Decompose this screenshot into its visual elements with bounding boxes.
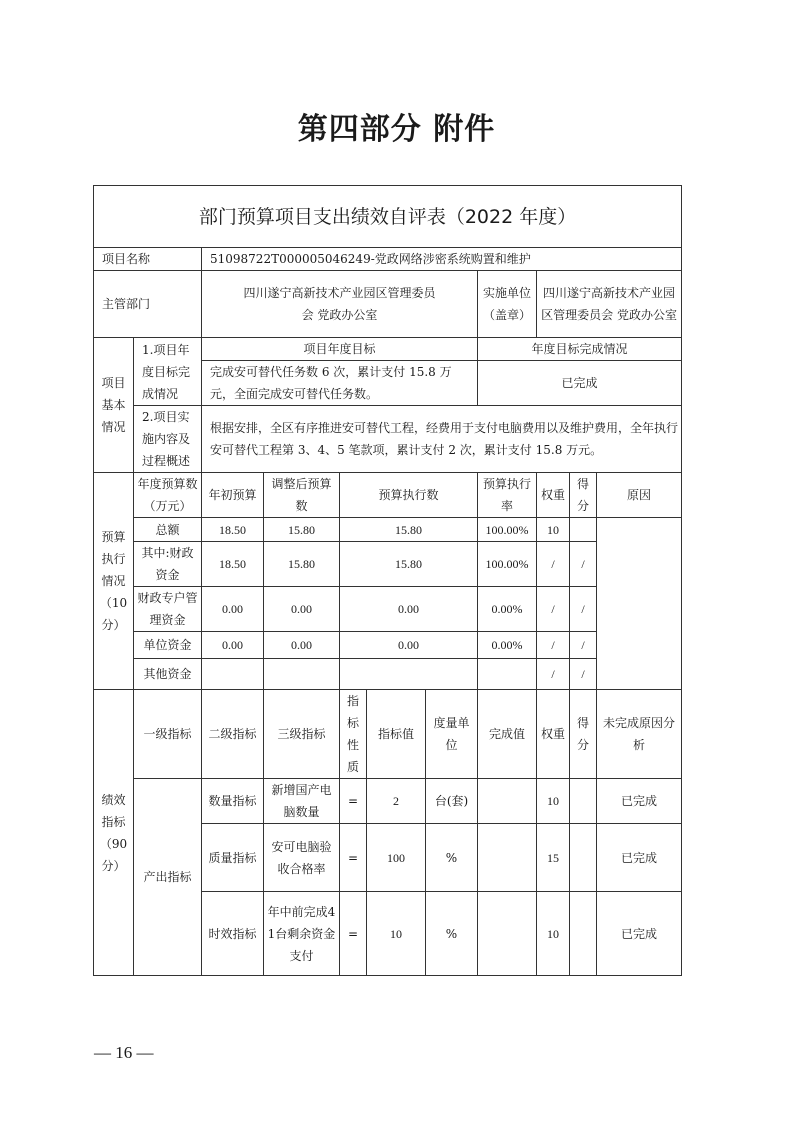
budget-rate bbox=[478, 659, 537, 690]
project-name-value: 51098722T000005046249-党政网络涉密系统购置和维护 bbox=[202, 248, 682, 271]
perf-header: 未完成原因分析 bbox=[597, 690, 682, 779]
budget-executed bbox=[340, 659, 478, 690]
goal-label: 1.项目年度目标完成情况 bbox=[134, 338, 202, 406]
indicator-unit: % bbox=[426, 824, 478, 892]
self-evaluation-form bbox=[93, 185, 682, 976]
budget-row-name: 其中:财政资金 bbox=[134, 542, 202, 587]
status-header: 年度目标完成情况 bbox=[478, 338, 682, 361]
perf-header: 指标值 bbox=[367, 690, 426, 779]
budget-header: 年初预算 bbox=[202, 473, 264, 518]
goal-text: 完成安可替代任务数 6 次，累计支付 15.8 万元，全面完成安可替代任务数。 bbox=[202, 361, 478, 406]
budget-row bbox=[94, 587, 682, 632]
indicator-reason: 已完成 bbox=[597, 779, 682, 824]
budget-initial: 18.50 bbox=[202, 518, 264, 542]
budget-section-label: 预算执行情况（10分） bbox=[94, 473, 134, 690]
level2-indicator: 数量指标 bbox=[202, 779, 264, 824]
budget-executed: 0.00 bbox=[340, 632, 478, 659]
indicator-unit: % bbox=[426, 892, 478, 976]
budget-row-name: 单位资金 bbox=[134, 632, 202, 659]
budget-header: 预算执行数 bbox=[340, 473, 478, 518]
impl-unit-label: 实施单位（盖章） bbox=[478, 271, 537, 338]
dept-label: 主管部门 bbox=[94, 271, 202, 338]
budget-initial: 0.00 bbox=[202, 587, 264, 632]
indicator-score bbox=[570, 892, 597, 976]
budget-header: 年度预算数（万元） bbox=[134, 473, 202, 518]
perf-header: 权重 bbox=[537, 690, 570, 779]
budget-score: / bbox=[570, 632, 597, 659]
level3-indicator: 新增国产电脑数量 bbox=[264, 779, 340, 824]
perf-header: 二级指标 bbox=[202, 690, 264, 779]
budget-rate: 0.00% bbox=[478, 632, 537, 659]
budget-header: 得分 bbox=[570, 473, 597, 518]
performance-section-label: 绩效指标（90分） bbox=[94, 690, 134, 976]
indicator-actual bbox=[478, 779, 537, 824]
level1-indicator: 产出指标 bbox=[134, 779, 202, 976]
budget-weight: / bbox=[537, 659, 570, 690]
budget-executed: 15.80 bbox=[340, 518, 478, 542]
indicator-nature: = bbox=[340, 892, 367, 976]
indicator-actual bbox=[478, 824, 537, 892]
indicator-nature: = bbox=[340, 779, 367, 824]
level3-indicator: 年中前完成41台剩余资金支付 bbox=[264, 892, 340, 976]
budget-executed: 15.80 bbox=[340, 542, 478, 587]
budget-row-name: 总额 bbox=[134, 518, 202, 542]
indicator-unit: 台(套) bbox=[426, 779, 478, 824]
indicator-nature: = bbox=[340, 824, 367, 892]
indicator-weight: 10 bbox=[537, 892, 570, 976]
indicator-value: 10 bbox=[367, 892, 426, 976]
impl-content-text: 根据安排，全区有序推进安可替代工程，经费用于支付电脑费用以及维护费用，全年执行安可替代工程第 3、4、5 笔款项，累计支付 2 次，累计支付 15.8 万元。 bbox=[202, 406, 682, 473]
indicator-reason: 已完成 bbox=[597, 824, 682, 892]
level2-indicator: 时效指标 bbox=[202, 892, 264, 976]
budget-weight: / bbox=[537, 632, 570, 659]
budget-weight: / bbox=[537, 587, 570, 632]
budget-rate: 0.00% bbox=[478, 587, 537, 632]
budget-row bbox=[94, 659, 682, 690]
level3-indicator: 安可电脑验收合格率 bbox=[264, 824, 340, 892]
budget-rate: 100.00% bbox=[478, 518, 537, 542]
perf-header: 完成值 bbox=[478, 690, 537, 779]
budget-weight: / bbox=[537, 542, 570, 587]
budget-row-name: 其他资金 bbox=[134, 659, 202, 690]
budget-header: 权重 bbox=[537, 473, 570, 518]
budget-row bbox=[94, 542, 682, 587]
indicator-value: 100 bbox=[367, 824, 426, 892]
budget-adjusted: 15.80 bbox=[264, 518, 340, 542]
basic-section-label: 项目基本情况 bbox=[94, 338, 134, 473]
budget-score: / bbox=[570, 542, 597, 587]
budget-initial: 0.00 bbox=[202, 632, 264, 659]
project-name-label: 项目名称 bbox=[94, 248, 202, 271]
perf-header: 一级指标 bbox=[134, 690, 202, 779]
budget-score: / bbox=[570, 587, 597, 632]
budget-weight: 10 bbox=[537, 518, 570, 542]
budget-adjusted: 0.00 bbox=[264, 587, 340, 632]
level2-indicator: 质量指标 bbox=[202, 824, 264, 892]
budget-rate: 100.00% bbox=[478, 542, 537, 587]
indicator-score bbox=[570, 779, 597, 824]
perf-header: 指标性质 bbox=[340, 690, 367, 779]
budget-reason bbox=[597, 518, 682, 690]
impl-content-label: 2.项目实施内容及过程概述 bbox=[134, 406, 202, 473]
impl-unit-value: 四川遂宁高新技术产业园区管理委员会 党政办公室 bbox=[537, 271, 682, 338]
indicator-weight: 10 bbox=[537, 779, 570, 824]
budget-score: / bbox=[570, 659, 597, 690]
page-heading: 第四部分 附件 bbox=[297, 112, 496, 147]
budget-adjusted bbox=[264, 659, 340, 690]
form-title: 部门预算项目支出绩效自评表（2022 年度） bbox=[94, 186, 682, 248]
budget-initial: 18.50 bbox=[202, 542, 264, 587]
budget-initial bbox=[202, 659, 264, 690]
goal-header: 项目年度目标 bbox=[202, 338, 478, 361]
budget-header: 原因 bbox=[597, 473, 682, 518]
budget-row bbox=[94, 632, 682, 659]
perf-header: 三级指标 bbox=[264, 690, 340, 779]
budget-score bbox=[570, 518, 597, 542]
perf-row bbox=[94, 779, 682, 824]
budget-row bbox=[94, 518, 682, 542]
indicator-score bbox=[570, 824, 597, 892]
status-text: 已完成 bbox=[478, 361, 682, 406]
budget-executed: 0.00 bbox=[340, 587, 478, 632]
perf-header: 得分 bbox=[570, 690, 597, 779]
indicator-value: 2 bbox=[367, 779, 426, 824]
perf-header: 度量单位 bbox=[426, 690, 478, 779]
indicator-actual bbox=[478, 892, 537, 976]
indicator-weight: 15 bbox=[537, 824, 570, 892]
page-number: — 16 — bbox=[94, 1043, 154, 1062]
budget-row-name: 财政专户管理资金 bbox=[134, 587, 202, 632]
indicator-reason: 已完成 bbox=[597, 892, 682, 976]
budget-adjusted: 0.00 bbox=[264, 632, 340, 659]
budget-header: 调整后预算数 bbox=[264, 473, 340, 518]
budget-adjusted: 15.80 bbox=[264, 542, 340, 587]
dept-value: 四川遂宁高新技术产业园区管理委员会 党政办公室 bbox=[202, 271, 478, 338]
budget-header: 预算执行率 bbox=[478, 473, 537, 518]
